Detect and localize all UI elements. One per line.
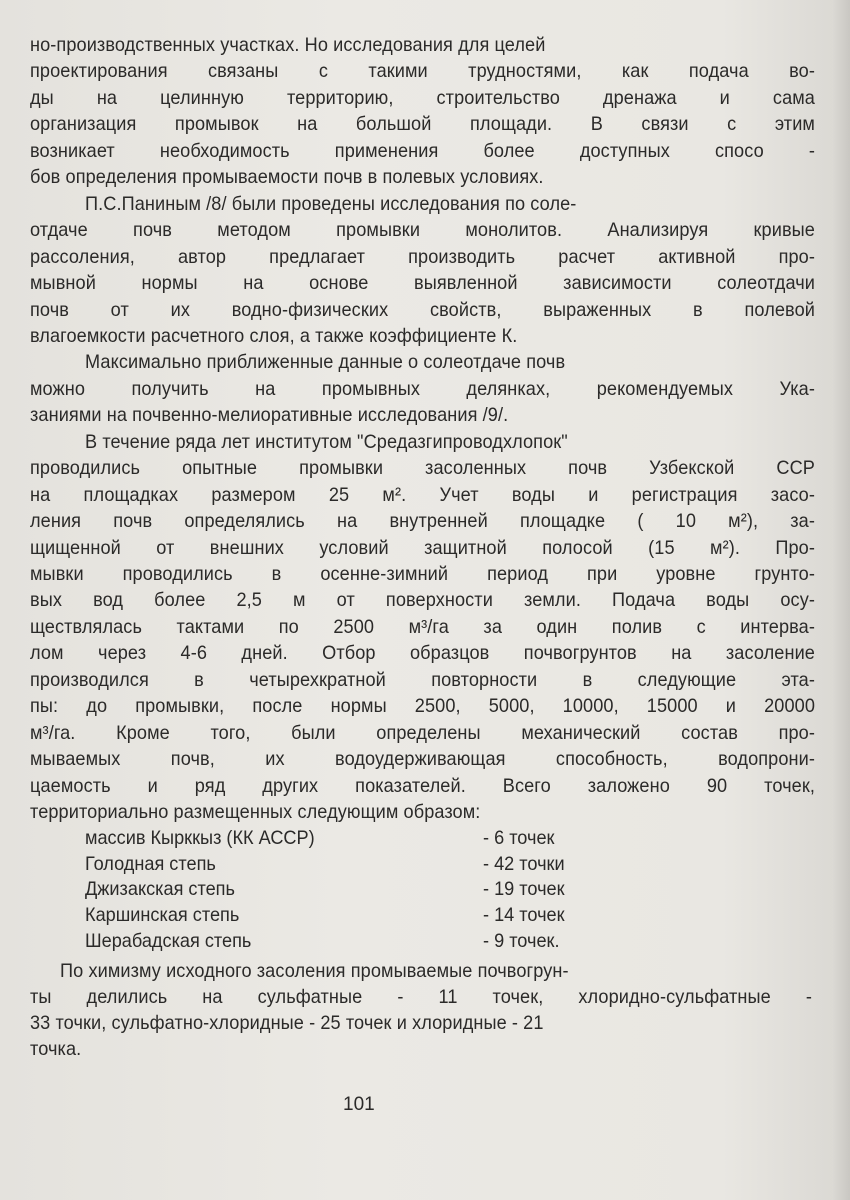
text-line: проектирования связаны с такими трудностями, как подача во-	[30, 60, 815, 83]
text-line: мывной нормы на основе выявленной зависимости солеотдачи	[30, 272, 815, 295]
text-line: точка.	[30, 1038, 82, 1060]
text-line: цаемость и ряд других показателей. Всего заложено 90 точек,	[30, 774, 815, 797]
text-line: но-производственных участках. Но исследования для целей	[30, 34, 546, 56]
text-line: заниями на почвенно-мелиоративные исследования /9/.	[30, 404, 509, 427]
text-line: пы: до промывки, после нормы 2500, 5000, 10000, 15000 и 20000	[30, 695, 815, 718]
text-line: влагоемкости расчетного слоя, а также коэффициенте К.	[30, 324, 518, 347]
text-line: ды на целинную территорию, строительство дренажа и сама	[30, 86, 815, 109]
text-line: ществлялась тактами по 2500 м³/га за один полив с интерва-	[30, 615, 815, 638]
text-line: производился в четырехкратной повторности в следующие эта-	[30, 668, 815, 691]
text-line: территориально размещенных следующим образом:	[30, 801, 481, 824]
text-line: ления почв определялись на внутренней площадке ( 10 м²), за-	[30, 510, 815, 533]
location-count: - 9 точек.	[483, 930, 560, 952]
location-name: Джизакская степь	[85, 878, 235, 900]
text-line: почв от их водно-физических свойств, выраженных в полевой	[30, 298, 815, 321]
text-line: мываемых почв, их водоудерживающая способность, водопрони-	[30, 748, 815, 771]
text-line: мывки проводились в осенне-зимний период при уровне грунто-	[30, 563, 815, 585]
text-line: рассоления, автор предлагает производить расчет активной про-	[30, 245, 815, 268]
location-count: - 19 точек	[483, 878, 565, 900]
location-count: - 14 точек	[483, 904, 565, 926]
location-name: Шерабадская степь	[85, 930, 252, 952]
text-line: отдаче почв методом промывки монолитов. Анализируя кривые	[30, 219, 815, 242]
location-count: - 6 точек	[483, 827, 555, 849]
text-line: проводились опытные промывки засоленных почв Узбекской ССР	[30, 457, 815, 480]
text-line: организация промывок на большой площади. В связи с этим	[30, 113, 815, 136]
text-line: По химизму исходного засоления промываемые почвогрун-	[60, 960, 569, 982]
text-line: 33 точки, сульфатно-хлоридные - 25 точек и хлоридные - 21	[30, 1012, 544, 1034]
location-name: Голодная степь	[85, 853, 216, 875]
page-edge	[832, 0, 850, 1200]
text-line: щищенной от внешних условий защитной полосой (15 м²). Про-	[30, 536, 815, 559]
text-line: можно получить на промывных делянках, рекомендуемых Ука-	[30, 377, 815, 400]
text-line: на площадках размером 25 м². Учет воды и регистрация засо-	[30, 483, 815, 506]
text-line: возникает необходимость применения более доступных спосо -	[30, 139, 815, 162]
text-line: П.С.Паниным /8/ были проведены исследования по соле-	[85, 192, 577, 215]
text-line: В течение ряда лет институтом "Средазгипроводхлопок"	[85, 430, 568, 453]
page-number: 101	[343, 1094, 375, 1115]
text-line: ты делились на сульфатные - 11 точек, хлоридно-сульфатные -	[30, 986, 812, 1008]
text-line: вых вод более 2,5 м от поверхности земли. Подача воды осу-	[30, 589, 815, 612]
text-line: бов определения промываемости почв в полевых условиях.	[30, 166, 544, 189]
location-name: Каршинская степь	[85, 904, 240, 926]
text-line: лом через 4-6 дней. Отбор образцов почвогрунтов на засоление	[30, 642, 815, 665]
location-count: - 42 точки	[483, 853, 565, 875]
location-name: массив Кырккыз (КК АССР)	[85, 827, 315, 849]
text-line: Максимально приближенные данные о солеотдаче почв	[85, 351, 566, 374]
text-line: м³/га. Кроме того, были определены механический состав про-	[30, 721, 815, 744]
